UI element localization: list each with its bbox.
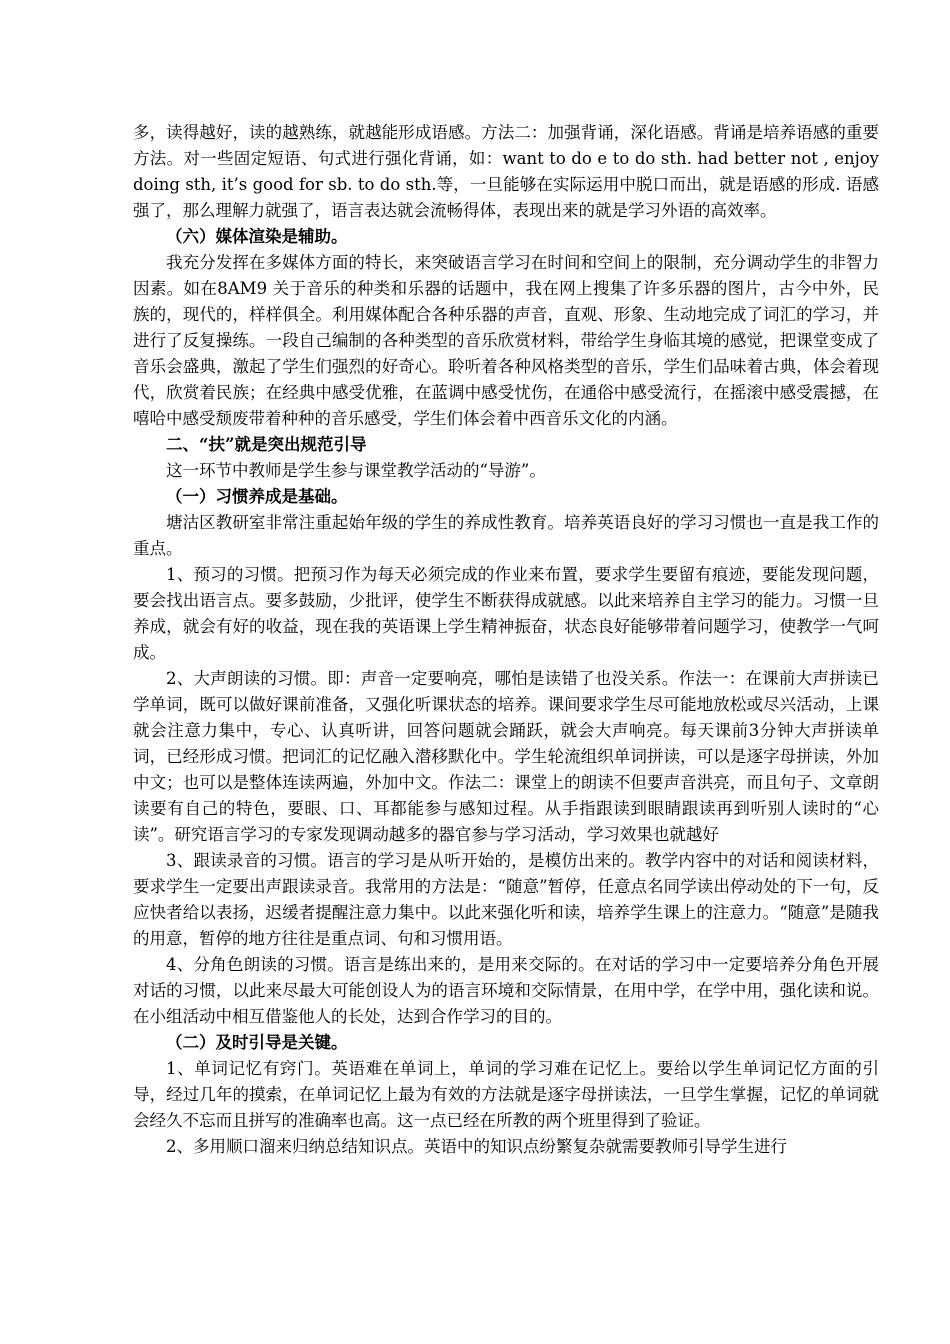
paragraph-word-memory: 1、单词记忆有窍门。英语难在单词上，单词的学习难在记忆上。要给以学生单词记忆方面的引导，经过几年的摸索，在单词记忆上最为有效的方法就是逐字母拼读法，一旦学生掌握，记忆的单词就会经久不忘而且拼写的准确率也高。这一点已经在所教的两个班里得到了验证。: [133, 1059, 879, 1130]
subsection-heading-timely-guidance: （二）及时引导是关键。: [166, 1033, 348, 1052]
paragraph-habits-intro: 塘沽区教研室非常注重起始年级的学生的养成性教育。培养英语良好的学习习惯也一直是我工作的重点。: [133, 513, 879, 558]
section-heading-guidance: 二、“扶”就是突出规范引导: [166, 435, 367, 454]
document-body: [133, 120, 879, 1160]
subsection-heading-habits: （一）习惯养成是基础。: [166, 487, 348, 506]
paragraph-role-reading-habit: 4、分角色朗读的习惯。语言是练出来的，是用来交际的。在对话的学习中一定要培养分角色开展对话的习惯，以此来尽最大可能创设人为的语言环境和交际情景，在用中学，在学中用，强化读和说。在小组活动中相互借鉴他人的长处，达到合作学习的目的。: [133, 955, 879, 1026]
paragraph-reading-aloud-habit: 2、大声朗读的习惯。即：声音一定要响亮，哪怕是读错了也没关系。作法一：在课前大声拼读已学单词，既可以做好课前准备，又强化听课状态的培养。课间要求学生尽可能地放松或尽兴活动，上课就会注意力集中，专心、认真听讲，回答问题就会踊跃，就会大声响亮。每天课前3分钟大声拼读单词，已经形成习惯。把词汇的记忆融入潜移默化中。学生轮流组织单词拼读，可以是逐字母拼读，外加中文；也可以是整体连读两遍，外加中文。作法二：课堂上的朗读不但要声音洪亮，而且句子、文章朗读要有自己的特色，要眼、口、耳都能参与感知过程。从手指跟读到眼睛跟读再到听别人读时的“心读”。研究语言学习的专家发现调动越多的器官参与学习活动，学习效果也就越好: [133, 669, 879, 844]
paragraph-continuation: 多，读得越好，读的越熟练，就越能形成语感。方法二：加强背诵，深化语感。背诵是培养语感的重要方法。对一些固定短语、句式进行强化背诵，如：want to do e to do sth. had better not , enjoy doing sth, it’s good for sb. to do sth.等，一旦能够在实际运用中脱口而出，就是语感的形成. 语感强了，那么理解力就强了，语言表达就会流畅得体，表现出来的就是学习外语的高效率。: [133, 123, 879, 220]
paragraph-guide-intro: 这一环节中教师是学生参与课堂教学活动的“导游”。: [166, 461, 546, 480]
paragraph-preview-habit: 1、预习的习惯。把预习作为每天必须完成的作业来布置，要求学生要留有痕迹，要能发现问题，要会找出语言点。要多鼓励，少批评，使学生不断获得成就感。以此来培养自主学习的能力。习惯一旦养成，就会有好的收益，现在我的英语课上学生精神振奋，状态良好能够带着问题学习，使教学一气呵成。: [133, 565, 879, 662]
paragraph-rhymes: 2、多用顺口溜来归纳总结知识点。英语中的知识点纷繁复杂就需要教师引导学生进行: [166, 1137, 787, 1156]
paragraph-media: 我充分发挥在多媒体方面的特长，来突破语言学习在时间和空间上的限制，充分调动学生的非智力因素。如在8AM9 关于音乐的种类和乐器的话题中，我在网上搜集了许多乐器的图片，古今中外，民族的，现代的，样样俱全。利用媒体配合各种乐器的声音，直观、形象、生动地完成了词汇的学习，并进行了反复操练。一段自己编制的各种类型的音乐欣赏材料，带给学生身临其境的感觉，把课堂变成了音乐会盛典，激起了学生们强烈的好奇心。聆听着各种风格类型的音乐，学生们品味着古典，体会着现代，欣赏着民族；在经典中感受优雅，在蓝调中感受忧伤，在通俗中感受流行，在摇滚中感受震撼，在嘻哈中感受颓废带着种种的音乐感受，学生们体会着中西音乐文化的内涵。: [133, 253, 879, 428]
section-heading-media: （六）媒体渲染是辅助。: [166, 227, 348, 246]
paragraph-recording-habit: 3、跟读录音的习惯。语言的学习是从听开始的，是模仿出来的。教学内容中的对话和阅读材料，要求学生一定要出声跟读录音。我常用的方法是：“随意”暂停，任意点名同学读出停动处的下一句，反应快者给以表扬，迟缓者提醒注意力集中。以此来强化听和读，培养学生课上的注意力。“随意”是随我的用意，暂停的地方往往是重点词、句和习惯用语。: [133, 851, 879, 948]
